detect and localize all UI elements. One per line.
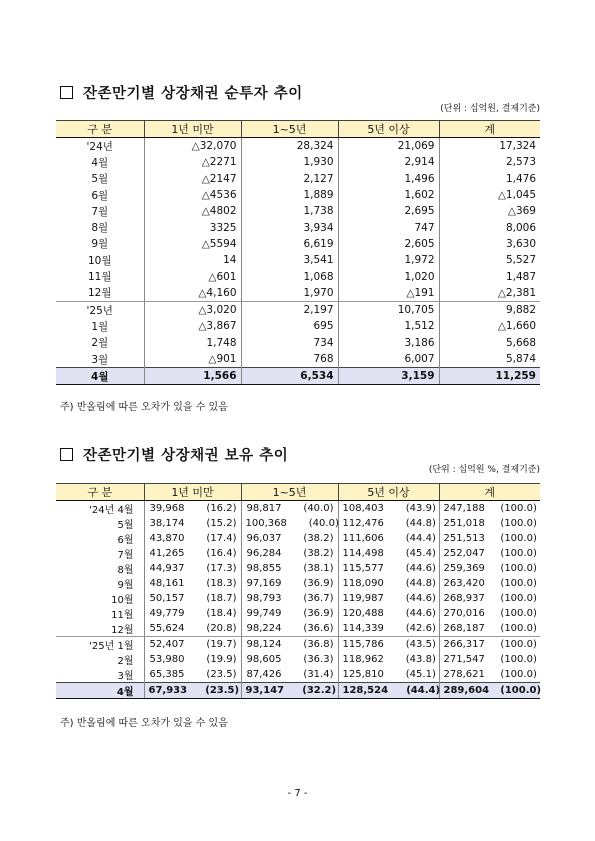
share-percent: (23.5) bbox=[205, 685, 240, 696]
table-cell: 3,186 bbox=[338, 335, 439, 351]
table-cell bbox=[241, 516, 338, 531]
share-percent: (36.8) bbox=[303, 639, 334, 650]
table-cell: 28,324 bbox=[241, 138, 338, 155]
share-percent: (100.0) bbox=[500, 593, 537, 604]
row-label: 10월 bbox=[56, 252, 144, 268]
table-row bbox=[56, 591, 540, 606]
share-percent: (16.2) bbox=[206, 503, 237, 514]
table-cell: 1,602 bbox=[338, 187, 439, 203]
value: 251,018 bbox=[443, 518, 485, 529]
table-cell bbox=[144, 652, 241, 667]
header-total: 계 bbox=[439, 121, 540, 138]
table-row bbox=[56, 301, 540, 318]
table-cell: 1,748 bbox=[144, 335, 241, 351]
table-cell: 6,619 bbox=[241, 236, 338, 252]
table-cell: 1,970 bbox=[241, 285, 338, 302]
table-cell: △369 bbox=[439, 203, 540, 219]
row-label: 4월 bbox=[56, 683, 144, 699]
row-label: 3월 bbox=[56, 351, 144, 368]
value: 93,147 bbox=[245, 685, 285, 696]
value: 98,605 bbox=[246, 654, 282, 665]
table-row bbox=[56, 219, 540, 235]
row-label: 11월 bbox=[56, 606, 144, 621]
value: 50,157 bbox=[149, 593, 185, 604]
table-row bbox=[56, 561, 540, 576]
row-label: 6월 bbox=[56, 187, 144, 203]
table-cell bbox=[241, 501, 338, 517]
table-cell bbox=[144, 576, 241, 591]
table-header-row bbox=[56, 121, 540, 138]
section2-title bbox=[60, 444, 288, 465]
value: 120,488 bbox=[342, 608, 384, 619]
section1-note: 주) 반올림에 따른 오차가 있을 수 있음 bbox=[60, 402, 228, 413]
share-percent: (36.7) bbox=[303, 593, 334, 604]
table-cell bbox=[241, 652, 338, 667]
row-label: '25년 1월 bbox=[56, 637, 144, 653]
row-label: '24년 bbox=[56, 138, 144, 155]
table-cell: 6,534 bbox=[241, 368, 338, 385]
share-percent: (19.9) bbox=[206, 654, 237, 665]
table-cell: △1,045 bbox=[439, 187, 540, 203]
table-cell: 2,127 bbox=[241, 171, 338, 187]
table-cell bbox=[338, 546, 439, 561]
table-row bbox=[56, 667, 540, 683]
share-percent: (38.2) bbox=[303, 533, 334, 544]
table-cell bbox=[338, 621, 439, 637]
table-cell: 5,668 bbox=[439, 335, 540, 351]
value: 271,547 bbox=[443, 654, 485, 665]
table-cell: 1,512 bbox=[338, 318, 439, 334]
table-cell: 5,527 bbox=[439, 252, 540, 268]
share-percent: (45.1) bbox=[405, 669, 436, 680]
table-cell bbox=[439, 652, 540, 667]
share-percent: (100.0) bbox=[500, 685, 542, 696]
table-row bbox=[56, 203, 540, 219]
share-percent: (32.2) bbox=[302, 685, 337, 696]
table-cell bbox=[338, 683, 439, 699]
header-category: 구 분 bbox=[56, 121, 144, 138]
share-percent: (100.0) bbox=[500, 654, 537, 665]
table-cell bbox=[144, 591, 241, 606]
value: 114,498 bbox=[342, 548, 384, 559]
row-label: 12월 bbox=[56, 285, 144, 302]
table-cell bbox=[338, 501, 439, 517]
table-row bbox=[56, 683, 540, 699]
table-cell: 1,972 bbox=[338, 252, 439, 268]
table-row bbox=[56, 606, 540, 621]
table-row bbox=[56, 335, 540, 351]
share-percent: (44.8) bbox=[405, 518, 436, 529]
table-cell: 3,934 bbox=[241, 219, 338, 235]
share-percent: (18.7) bbox=[206, 593, 237, 604]
table-cell bbox=[439, 683, 540, 699]
share-percent: (18.4) bbox=[206, 608, 237, 619]
value: 266,317 bbox=[443, 639, 485, 650]
table-cell: 768 bbox=[241, 351, 338, 368]
table-cell bbox=[241, 576, 338, 591]
header-over-5y: 5년 이상 bbox=[338, 121, 439, 138]
share-percent: (15.2) bbox=[206, 518, 237, 529]
table-cell bbox=[241, 591, 338, 606]
table-cell bbox=[439, 667, 540, 683]
table-cell: 3,541 bbox=[241, 252, 338, 268]
share-percent: (36.3) bbox=[303, 654, 334, 665]
table-cell bbox=[338, 652, 439, 667]
value: 128,524 bbox=[342, 685, 389, 696]
share-percent: (43.9) bbox=[405, 503, 436, 514]
table-cell bbox=[338, 591, 439, 606]
share-percent: (17.3) bbox=[206, 563, 237, 574]
table-cell: 6,007 bbox=[338, 351, 439, 368]
table-cell: 734 bbox=[241, 335, 338, 351]
table-row bbox=[56, 576, 540, 591]
header-category: 구 분 bbox=[56, 484, 144, 501]
share-percent: (36.9) bbox=[303, 578, 334, 589]
table-cell bbox=[241, 546, 338, 561]
table-cell bbox=[439, 501, 540, 517]
table-cell bbox=[439, 531, 540, 546]
table-cell bbox=[144, 683, 241, 699]
table-row bbox=[56, 652, 540, 667]
table-body bbox=[56, 138, 540, 385]
table-cell bbox=[144, 637, 241, 653]
value: 112,476 bbox=[342, 518, 384, 529]
row-label: 7월 bbox=[56, 546, 144, 561]
table-cell bbox=[241, 683, 338, 699]
section2-title-text: 잔존만기별 상장채권 보유 추이 bbox=[83, 448, 289, 464]
value: 65,385 bbox=[149, 669, 185, 680]
value: 251,513 bbox=[443, 533, 485, 544]
share-percent: (31.4) bbox=[303, 669, 334, 680]
value: 100,368 bbox=[245, 518, 287, 529]
table-body bbox=[56, 501, 540, 699]
table-cell bbox=[144, 531, 241, 546]
table-cell bbox=[241, 561, 338, 576]
share-percent: (100.0) bbox=[500, 518, 537, 529]
row-label: 1월 bbox=[56, 318, 144, 334]
row-label: 9월 bbox=[56, 576, 144, 591]
value: 98,855 bbox=[246, 563, 282, 574]
table-cell bbox=[144, 667, 241, 683]
value: 53,980 bbox=[149, 654, 185, 665]
table-row bbox=[56, 501, 540, 517]
table-cell bbox=[338, 606, 439, 621]
table-cell: 9,882 bbox=[439, 301, 540, 318]
value: 268,187 bbox=[443, 623, 485, 634]
table-cell: 2,573 bbox=[439, 154, 540, 170]
value: 98,224 bbox=[246, 623, 282, 634]
share-percent: (16.4) bbox=[206, 548, 237, 559]
table-cell: △3,867 bbox=[144, 318, 241, 334]
table-cell: 1,487 bbox=[439, 268, 540, 284]
row-label: '25년 bbox=[56, 301, 144, 318]
row-label: 4월 bbox=[56, 368, 144, 385]
share-percent: (40.0) bbox=[303, 503, 334, 514]
holdings-table bbox=[56, 483, 540, 699]
row-label: 10월 bbox=[56, 591, 144, 606]
table-cell: 1,496 bbox=[338, 171, 439, 187]
value: 39,968 bbox=[149, 503, 185, 514]
table-cell: 2,605 bbox=[338, 236, 439, 252]
share-percent: (36.9) bbox=[303, 608, 334, 619]
share-percent: (44.6) bbox=[405, 593, 436, 604]
value: 119,987 bbox=[342, 593, 384, 604]
share-percent: (20.8) bbox=[206, 623, 237, 634]
table-row bbox=[56, 154, 540, 170]
share-percent: (40.0) bbox=[308, 518, 339, 529]
share-percent: (44.4) bbox=[405, 533, 436, 544]
checkbox-square-icon bbox=[60, 448, 73, 461]
share-percent: (44.6) bbox=[405, 563, 436, 574]
table-cell: 695 bbox=[241, 318, 338, 334]
table-row bbox=[56, 546, 540, 561]
row-label: 6월 bbox=[56, 531, 144, 546]
value: 67,933 bbox=[148, 685, 188, 696]
row-label: 2월 bbox=[56, 652, 144, 667]
section1-title-text: 잔존만기별 상장채권 순투자 추이 bbox=[83, 86, 303, 102]
value: 115,786 bbox=[342, 639, 384, 650]
value: 108,403 bbox=[342, 503, 384, 514]
share-percent: (100.0) bbox=[500, 533, 537, 544]
value: 278,621 bbox=[443, 669, 485, 680]
table-cell bbox=[439, 606, 540, 621]
share-percent: (100.0) bbox=[500, 623, 537, 634]
table-cell: △4536 bbox=[144, 187, 241, 203]
value: 114,339 bbox=[342, 623, 384, 634]
table-cell: 747 bbox=[338, 219, 439, 235]
table-row bbox=[56, 285, 540, 302]
table-cell: 1,068 bbox=[241, 268, 338, 284]
table-cell: △32,070 bbox=[144, 138, 241, 155]
table-cell: 3325 bbox=[144, 219, 241, 235]
header-over-5y: 5년 이상 bbox=[338, 484, 439, 501]
share-percent: (100.0) bbox=[500, 548, 537, 559]
header-under-1y: 1년 미만 bbox=[144, 121, 241, 138]
value: 96,284 bbox=[246, 548, 282, 559]
section1-unit: (단위 : 십억원, 결제기준) bbox=[440, 104, 540, 114]
table-cell: 2,914 bbox=[338, 154, 439, 170]
table-cell bbox=[338, 667, 439, 683]
table-cell: △3,020 bbox=[144, 301, 241, 318]
table-row bbox=[56, 236, 540, 252]
value: 259,369 bbox=[443, 563, 485, 574]
value: 87,426 bbox=[246, 669, 282, 680]
table-cell: △2147 bbox=[144, 171, 241, 187]
table-cell: 10,705 bbox=[338, 301, 439, 318]
value: 118,962 bbox=[342, 654, 384, 665]
table-cell bbox=[144, 501, 241, 517]
table-cell bbox=[144, 561, 241, 576]
section2-unit: (단위 : 십억원 %, 결제기준) bbox=[428, 465, 540, 475]
header-1-5y: 1~5년 bbox=[241, 484, 338, 501]
table-cell bbox=[241, 531, 338, 546]
value: 41,265 bbox=[149, 548, 185, 559]
table-cell bbox=[241, 637, 338, 653]
table-row bbox=[56, 252, 540, 268]
table-cell: △4,160 bbox=[144, 285, 241, 302]
section1-title bbox=[60, 82, 303, 103]
table-cell bbox=[338, 576, 439, 591]
value: 125,810 bbox=[342, 669, 384, 680]
table-cell bbox=[144, 546, 241, 561]
table-cell bbox=[338, 516, 439, 531]
table-cell: 1,476 bbox=[439, 171, 540, 187]
share-percent: (100.0) bbox=[500, 669, 537, 680]
value: 263,420 bbox=[443, 578, 485, 589]
row-label: '24년 4월 bbox=[56, 501, 144, 517]
table-row bbox=[56, 268, 540, 284]
share-percent: (100.0) bbox=[500, 563, 537, 574]
row-label: 8월 bbox=[56, 561, 144, 576]
value: 118,090 bbox=[342, 578, 384, 589]
value: 55,624 bbox=[149, 623, 185, 634]
value: 38,174 bbox=[149, 518, 185, 529]
table-cell: △5594 bbox=[144, 236, 241, 252]
table-cell bbox=[338, 531, 439, 546]
value: 289,604 bbox=[443, 685, 490, 696]
table-cell bbox=[338, 561, 439, 576]
table-row bbox=[56, 621, 540, 637]
table-cell: △2,381 bbox=[439, 285, 540, 302]
value: 49,779 bbox=[149, 608, 185, 619]
value: 97,169 bbox=[246, 578, 282, 589]
table-cell: 17,324 bbox=[439, 138, 540, 155]
share-percent: (100.0) bbox=[500, 608, 537, 619]
table-cell bbox=[241, 621, 338, 637]
row-label: 7월 bbox=[56, 203, 144, 219]
table-cell: 21,069 bbox=[338, 138, 439, 155]
value: 43,870 bbox=[149, 533, 185, 544]
header-1-5y: 1~5년 bbox=[241, 121, 338, 138]
table-row bbox=[56, 516, 540, 531]
net-investment-table bbox=[56, 120, 540, 385]
header-total: 계 bbox=[439, 484, 540, 501]
share-percent: (44.8) bbox=[405, 578, 436, 589]
table-row bbox=[56, 138, 540, 155]
value: 98,793 bbox=[246, 593, 282, 604]
share-percent: (18.3) bbox=[206, 578, 237, 589]
table-cell: 3,159 bbox=[338, 368, 439, 385]
table-cell: △1,660 bbox=[439, 318, 540, 334]
row-label: 12월 bbox=[56, 621, 144, 637]
header-under-1y: 1년 미만 bbox=[144, 484, 241, 501]
share-percent: (42.6) bbox=[405, 623, 436, 634]
table-row bbox=[56, 531, 540, 546]
value: 52,407 bbox=[149, 639, 185, 650]
table-row bbox=[56, 171, 540, 187]
value: 48,161 bbox=[149, 578, 185, 589]
value: 99,749 bbox=[246, 608, 282, 619]
row-label: 2월 bbox=[56, 335, 144, 351]
row-label: 5월 bbox=[56, 171, 144, 187]
table-cell: △4802 bbox=[144, 203, 241, 219]
section2-note: 주) 반올림에 따른 오차가 있을 수 있음 bbox=[60, 718, 228, 729]
table-cell: 11,259 bbox=[439, 368, 540, 385]
table-row bbox=[56, 637, 540, 653]
table-cell bbox=[439, 561, 540, 576]
share-percent: (100.0) bbox=[500, 578, 537, 589]
table-row bbox=[56, 351, 540, 368]
share-percent: (38.2) bbox=[303, 548, 334, 559]
value: 268,937 bbox=[443, 593, 485, 604]
value: 247,188 bbox=[443, 503, 485, 514]
row-label: 3월 bbox=[56, 667, 144, 683]
table-cell bbox=[439, 621, 540, 637]
share-percent: (36.6) bbox=[303, 623, 334, 634]
share-percent: (43.8) bbox=[405, 654, 436, 665]
table-row bbox=[56, 368, 540, 385]
row-label: 5월 bbox=[56, 516, 144, 531]
table-cell: 3,630 bbox=[439, 236, 540, 252]
table-cell: 8,006 bbox=[439, 219, 540, 235]
table-row bbox=[56, 318, 540, 334]
table-cell bbox=[338, 637, 439, 653]
value: 270,016 bbox=[443, 608, 485, 619]
value: 98,817 bbox=[246, 503, 282, 514]
share-percent: (45.4) bbox=[405, 548, 436, 559]
table-cell: 1,889 bbox=[241, 187, 338, 203]
table-cell bbox=[439, 576, 540, 591]
value: 111,606 bbox=[342, 533, 384, 544]
table-cell: 5,874 bbox=[439, 351, 540, 368]
share-percent: (44.6) bbox=[405, 608, 436, 619]
value: 96,037 bbox=[246, 533, 282, 544]
share-percent: (100.0) bbox=[500, 639, 537, 650]
table-cell: △901 bbox=[144, 351, 241, 368]
row-label: 9월 bbox=[56, 236, 144, 252]
row-label: 8월 bbox=[56, 219, 144, 235]
value: 44,937 bbox=[149, 563, 185, 574]
table-cell bbox=[439, 637, 540, 653]
table-cell bbox=[144, 516, 241, 531]
share-percent: (38.1) bbox=[303, 563, 334, 574]
table-cell bbox=[144, 621, 241, 637]
table-cell bbox=[241, 667, 338, 683]
table-cell bbox=[144, 606, 241, 621]
value: 98,124 bbox=[246, 639, 282, 650]
table-cell: 1,930 bbox=[241, 154, 338, 170]
table-row bbox=[56, 187, 540, 203]
table-cell: 1,566 bbox=[144, 368, 241, 385]
table-cell bbox=[439, 591, 540, 606]
table-cell: △601 bbox=[144, 268, 241, 284]
row-label: 4월 bbox=[56, 154, 144, 170]
share-percent: (100.0) bbox=[500, 503, 537, 514]
table-cell: 2,695 bbox=[338, 203, 439, 219]
share-percent: (19.7) bbox=[206, 639, 237, 650]
share-percent: (23.5) bbox=[206, 669, 237, 680]
table-cell: 2,197 bbox=[241, 301, 338, 318]
table-cell: 14 bbox=[144, 252, 241, 268]
table-cell: 1,738 bbox=[241, 203, 338, 219]
share-percent: (43.5) bbox=[405, 639, 436, 650]
row-label: 11월 bbox=[56, 268, 144, 284]
checkbox-square-icon bbox=[60, 86, 73, 99]
page-number: - 7 - bbox=[287, 788, 308, 799]
table-cell bbox=[439, 516, 540, 531]
share-percent: (44.4) bbox=[406, 685, 441, 696]
table-cell bbox=[241, 606, 338, 621]
value: 252,047 bbox=[443, 548, 485, 559]
table-cell: △191 bbox=[338, 285, 439, 302]
table-cell: 1,020 bbox=[338, 268, 439, 284]
value: 115,577 bbox=[342, 563, 384, 574]
share-percent: (17.4) bbox=[206, 533, 237, 544]
table-cell: △2271 bbox=[144, 154, 241, 170]
table-cell bbox=[439, 546, 540, 561]
table-header-row bbox=[56, 484, 540, 501]
